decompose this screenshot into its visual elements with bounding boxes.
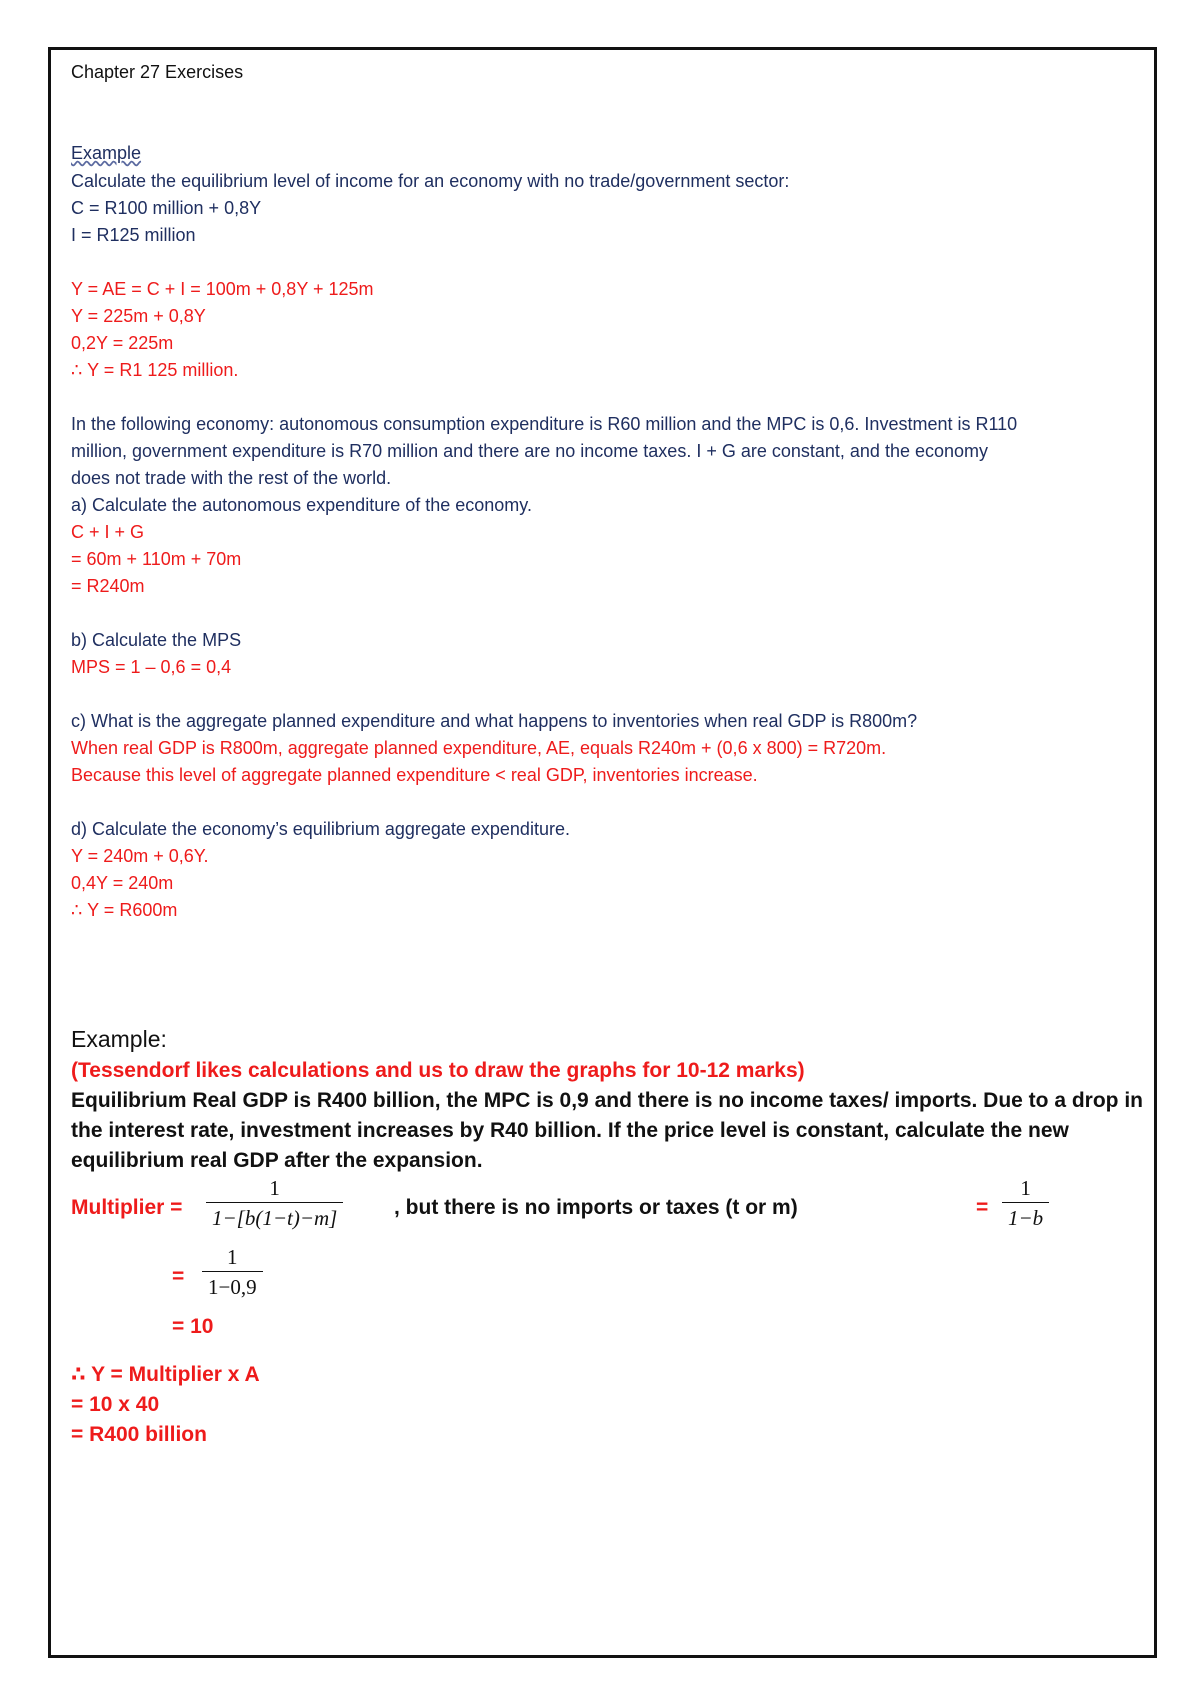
solution-step: Y = 225m + 0,8Y <box>71 306 206 326</box>
question-a: a) Calculate the autonomous expenditure of the economy. <box>71 495 532 515</box>
no-taxes-note: , but there is no imports or taxes (t or m) <box>394 1196 798 1219</box>
problem-intro: In the following economy: autonomous consumption expenditure is R60 million and the MPC is 0,6. Investment is R110 <box>71 414 1018 434</box>
example2-heading: Example: <box>71 1026 167 1052</box>
formula-numerator: 1 <box>269 1176 280 1200</box>
equals-sign: = <box>976 1196 989 1219</box>
example2-text: equilibrium real GDP after the expansion. <box>71 1149 483 1172</box>
answer-a: = R240m <box>71 576 145 596</box>
simplified-multiplier <box>1002 1176 1049 1231</box>
answer-b: MPS = 1 – 0,6 = 0,4 <box>71 657 232 677</box>
formula-denominator: 1−b <box>1008 1206 1044 1230</box>
answer-c: When real GDP is R800m, aggregate planned expenditure, AE, equals R240m + (0,6 x 800) = R720m. <box>71 738 887 758</box>
answer-c: Because this level of aggregate planned expenditure < real GDP, inventories increase. <box>71 765 758 785</box>
formula-denominator: 1−0,9 <box>208 1275 257 1299</box>
problem-intro: million, government expenditure is R70 million and there are no income taxes. I + G are constant, and the economy <box>71 441 988 461</box>
solution-step: 0,2Y = 225m <box>71 333 174 353</box>
final-step: ∴ Y = Multiplier x A <box>71 1363 260 1386</box>
formula-numerator: 1 <box>1020 1176 1031 1200</box>
question-d: d) Calculate the economy’s equilibrium aggregate expenditure. <box>71 819 570 839</box>
multiplier-formula <box>206 1176 343 1231</box>
example-heading: Example <box>71 143 142 163</box>
problem-intro: does not trade with the rest of the world. <box>71 468 392 488</box>
answer-a: = 60m + 110m + 70m <box>71 549 242 569</box>
solution-step: Y = AE = C + I = 100m + 0,8Y + 125m <box>71 279 374 299</box>
page-title: Chapter 27 Exercises <box>71 62 244 82</box>
answer-d: Y = 240m + 0,6Y. <box>71 846 209 866</box>
final-answer: = R400 billion <box>71 1423 207 1446</box>
consumption-function: C = R100 million + 0,8Y <box>71 198 262 218</box>
investment-value: I = R125 million <box>71 225 196 245</box>
example2-note: (Tessendorf likes calculations and us to draw the graphs for 10-12 marks) <box>71 1059 805 1082</box>
example2-text: Equilibrium Real GDP is R400 billion, the MPC is 0,9 and there is no income taxes/ imports. Due to a drop in <box>71 1089 1144 1112</box>
question-b: b) Calculate the MPS <box>71 630 242 650</box>
example-prompt: Calculate the equilibrium level of income for an economy with no trade/government sector: <box>71 171 790 191</box>
equals-sign: = <box>172 1265 185 1288</box>
formula-denominator: 1−[b(1−t)−m] <box>212 1206 338 1230</box>
solution-step: ∴ Y = R1 125 million. <box>71 360 239 380</box>
multiplier-label: Multiplier = <box>71 1196 183 1219</box>
formula-numerator: 1 <box>227 1245 238 1269</box>
numeric-multiplier <box>202 1245 263 1300</box>
answer-a: C + I + G <box>71 522 145 542</box>
question-c: c) What is the aggregate planned expenditure and what happens to inventories when real GDP is R800m? <box>71 711 918 731</box>
final-step: = 10 x 40 <box>71 1393 160 1416</box>
multiplier-result: = 10 <box>172 1315 214 1338</box>
answer-d: ∴ Y = R600m <box>71 900 178 920</box>
answer-d: 0,4Y = 240m <box>71 873 174 893</box>
example2-text: the interest rate, investment increases by R40 billion. If the price level is constant, calculate the new <box>71 1119 1069 1142</box>
